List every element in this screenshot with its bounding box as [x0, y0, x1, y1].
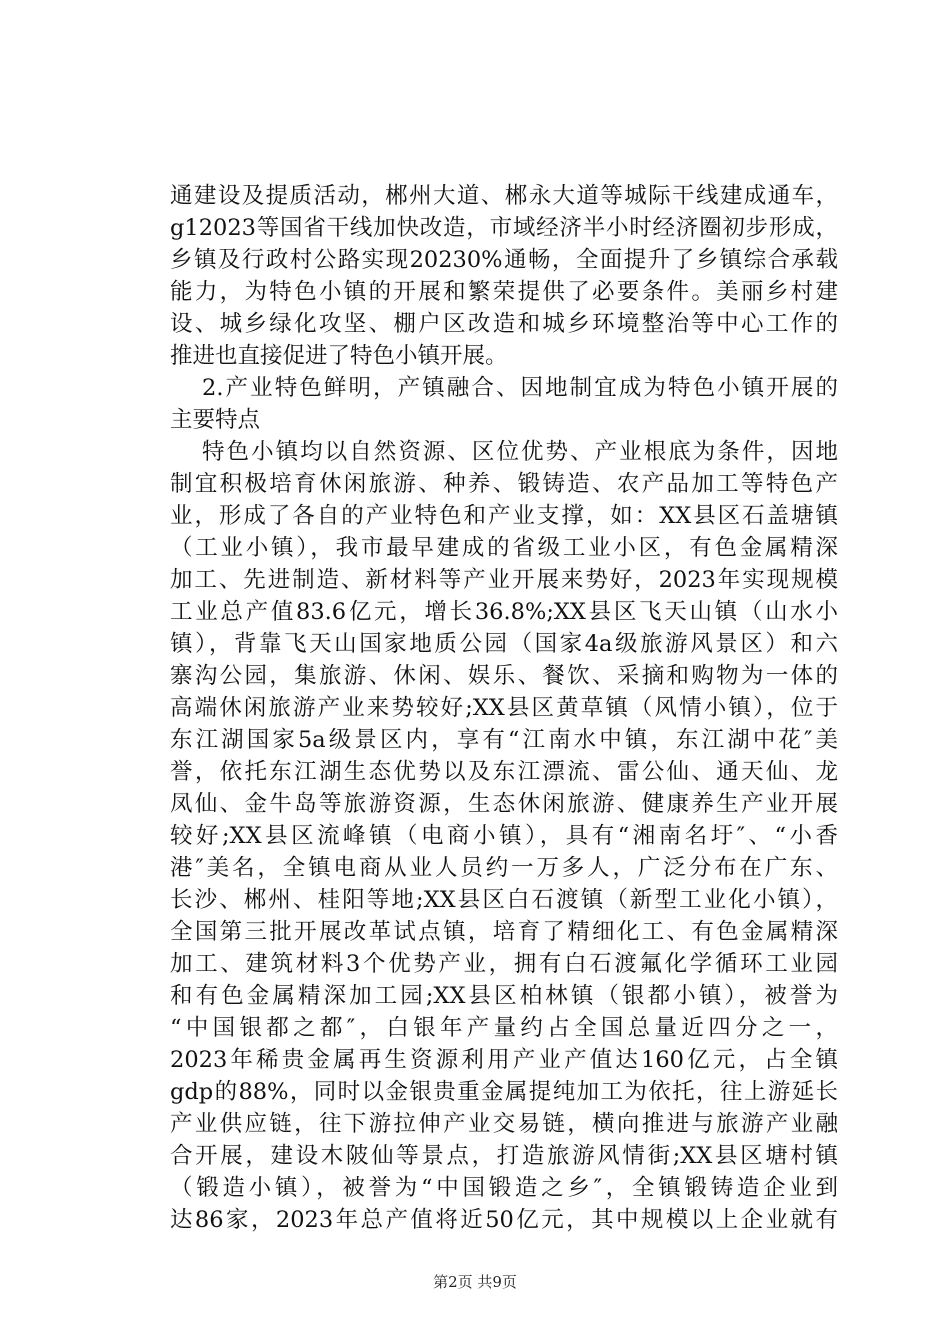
section-heading-line: 主要特点 — [170, 407, 261, 433]
text-line: 长沙、郴州、桂阳等地;XX县区白石渡镇（新型工业化小镇）， — [170, 887, 838, 913]
text-line: 寨沟公园，集旅游、休闲、娱乐、餐饮、采摘和购物为一体的 — [170, 663, 838, 689]
text-line: 全国第三批开展改革试点镇，培育了精细化工、有色金属精深 — [170, 919, 838, 945]
text-line: 合开展，建设木陂仙等景点，打造旅游风情街;XX县区塘村镇 — [170, 1143, 838, 1169]
text-line: 能力，为特色小镇的开展和繁荣提供了必要条件。美丽乡村建 — [170, 279, 838, 305]
text-line: 设、城乡绿化攻坚、棚户区改造和城乡环境整治等中心工作的 — [170, 311, 838, 337]
text-line: gdp的88%，同时以金银贵重金属提纯加工为依托，往上游延长 — [170, 1079, 838, 1105]
text-line: 和有色金属精深加工园;XX县区柏林镇（银都小镇），被誉为 — [170, 983, 838, 1009]
text-line: 东江湖国家5a级景区内，享有“江南水中镇，东江湖中花″美 — [170, 727, 838, 753]
text-line: 较好;XX县区流峰镇（电商小镇），具有“湘南名圩″、“小香 — [170, 823, 838, 849]
section-heading-line: 2.产业特色鲜明，产镇融合、因地制宜成为特色小镇开展的 — [202, 375, 838, 401]
text-line: 加工、先进制造、新材料等产业开展来势好，2023年实现规模 — [170, 567, 838, 593]
text-line: 2023年稀贵金属再生资源利用产业产值达160亿元，占全镇 — [170, 1047, 838, 1073]
text-line: （锻造小镇），被誉为“中国锻造之乡″，全镇锻铸造企业到 — [170, 1175, 838, 1201]
text-line: 业，形成了各自的产业特色和产业支撑，如：XX县区石盖塘镇 — [170, 503, 838, 529]
text-line: 镇），背靠飞天山国家地质公园（国家4a级旅游风景区）和六 — [170, 631, 838, 657]
text-line: 乡镇及行政村公路实现20230%通畅，全面提升了乡镇综合承载 — [170, 247, 838, 273]
document-body — [170, 180, 838, 1236]
text-line: 誉，依托东江湖生态优势以及东江漂流、雷公仙、通天仙、龙 — [170, 759, 838, 785]
text-line: 制宜积极培育休闲旅游、种养、锻铸造、农产品加工等特色产 — [170, 471, 838, 497]
text-line: 高端休闲旅游产业来势较好;XX县区黄草镇（风情小镇），位于 — [170, 695, 838, 721]
text-line: 推进也直接促进了特色小镇开展。 — [170, 343, 508, 369]
text-line: 达86家，2023年总产值将近50亿元，其中规模以上企业就有 — [170, 1207, 838, 1233]
text-line: 凤仙、金牛岛等旅游资源，生态休闲旅游、健康养生产业开展 — [170, 791, 838, 817]
text-line: 特色小镇均以自然资源、区位优势、产业根底为条件，因地 — [202, 439, 838, 465]
text-line: 通建设及提质活动，郴州大道、郴永大道等城际干线建成通车， — [170, 183, 838, 209]
page-number-footer: 第2页 共9页 — [433, 1273, 517, 1291]
text-line: “中国银都之都″，白银年产量约占全国总量近四分之一， — [170, 1015, 838, 1041]
text-line: 港″美名，全镇电商从业人员约一万多人，广泛分布在广东、 — [170, 855, 838, 881]
text-line: 加工、建筑材料3个优势产业，拥有白石渡氟化学循环工业园 — [170, 951, 838, 977]
text-line: 工业总产值83.6亿元，增长36.8%;XX县区飞天山镇（山水小 — [170, 599, 838, 625]
text-line: （工业小镇），我市最早建成的省级工业小区，有色金属精深 — [170, 535, 838, 561]
text-line: g12023等国省干线加快改造，市域经济半小时经济圈初步形成， — [170, 215, 838, 241]
text-line: 产业供应链，往下游拉伸产业交易链，横向推进与旅游产业融 — [170, 1111, 838, 1137]
